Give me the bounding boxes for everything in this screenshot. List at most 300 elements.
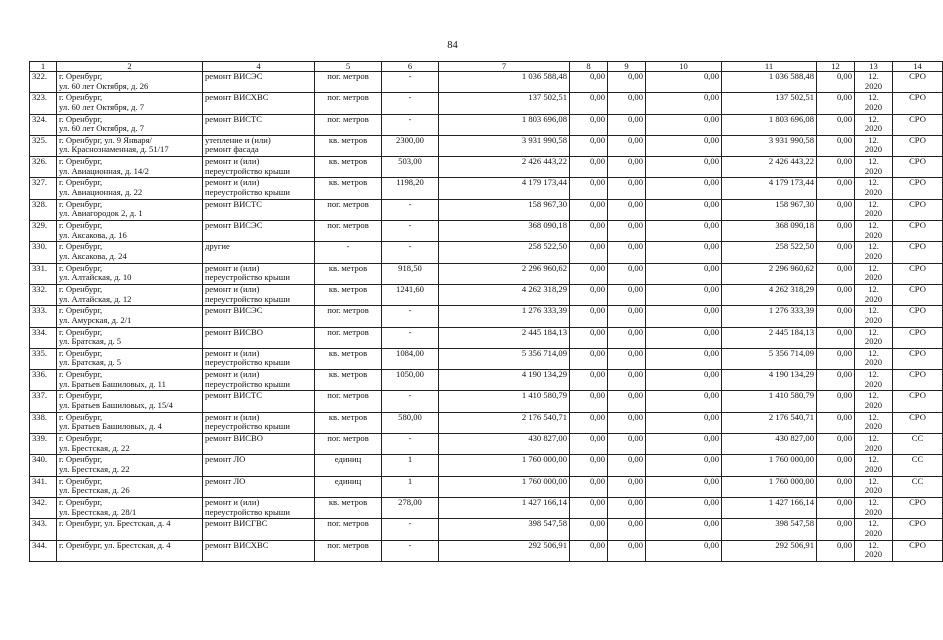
local-budget-cell: 0,00 (646, 476, 722, 497)
unit-cell: единиц (315, 455, 382, 476)
table-row (30, 434, 943, 455)
budget-cell: 0,00 (608, 412, 646, 433)
total-cost-cell: 398 547,58 (439, 519, 570, 540)
table-row (30, 476, 943, 497)
deadline-cell: 12. 2020 (855, 306, 893, 327)
address-cell: г. Оренбург, ул. Авиационная, д. 22 (57, 178, 203, 199)
work-type-cell: ремонт ВИСТС (203, 114, 315, 135)
owners-funds-cell: 2 445 184,13 (722, 327, 817, 348)
column-number-11: 11 (722, 62, 817, 72)
other-funds-cell: 0,00 (817, 135, 855, 156)
table-row (30, 114, 943, 135)
quantity-cell: - (382, 93, 439, 114)
other-funds-cell: 0,00 (817, 221, 855, 242)
column-number-6: 6 (382, 62, 439, 72)
local-budget-cell: 0,00 (646, 221, 722, 242)
table-row (30, 284, 943, 305)
unit-cell: пог. метров (315, 306, 382, 327)
address-cell: г. Оренбург, ул. Брестская, д. 4 (57, 519, 203, 540)
local-budget-cell: 0,00 (646, 455, 722, 476)
funding-method-cell: СРО (893, 519, 943, 540)
local-budget-cell: 0,00 (646, 348, 722, 369)
unit-cell: пог. метров (315, 327, 382, 348)
table-row (30, 497, 943, 518)
address-cell: г. Оренбург, ул. Брестская, д. 22 (57, 434, 203, 455)
fund-cell: 0,00 (570, 199, 608, 220)
address-cell: г. Оренбург, ул. Брестская, д. 22 (57, 455, 203, 476)
table-row (30, 93, 943, 114)
row-number: 324. (30, 114, 57, 135)
total-cost-cell: 1 036 588,48 (439, 72, 570, 93)
column-number-5: 5 (315, 62, 382, 72)
deadline-cell: 12. 2020 (855, 178, 893, 199)
budget-cell: 0,00 (608, 72, 646, 93)
owners-funds-cell: 2 296 960,62 (722, 263, 817, 284)
total-cost-cell: 430 827,00 (439, 434, 570, 455)
fund-cell: 0,00 (570, 540, 608, 561)
quantity-cell: - (382, 221, 439, 242)
unit-cell: кв. метров (315, 157, 382, 178)
fund-cell: 0,00 (570, 434, 608, 455)
column-number-13: 13 (855, 62, 893, 72)
budget-cell: 0,00 (608, 242, 646, 263)
work-type-cell: ремонт ВИСЭС (203, 306, 315, 327)
quantity-cell: 1 (382, 455, 439, 476)
address-cell: г. Оренбург, ул. Авиагородок 2, д. 1 (57, 199, 203, 220)
local-budget-cell: 0,00 (646, 284, 722, 305)
owners-funds-cell: 1 760 000,00 (722, 476, 817, 497)
table-row (30, 327, 943, 348)
fund-cell: 0,00 (570, 284, 608, 305)
row-number: 323. (30, 93, 57, 114)
column-number-8: 8 (570, 62, 608, 72)
budget-cell: 0,00 (608, 434, 646, 455)
total-cost-cell: 2 296 960,62 (439, 263, 570, 284)
work-type-cell: ремонт и (или) переустройство крыши (203, 497, 315, 518)
unit-cell: кв. метров (315, 370, 382, 391)
address-cell: г. Оренбург, ул. Амурская, д. 2/1 (57, 306, 203, 327)
quantity-cell: 918,50 (382, 263, 439, 284)
row-number: 322. (30, 72, 57, 93)
page-number: 84 (447, 40, 458, 51)
address-cell: г. Оренбург, ул. Братская, д. 5 (57, 348, 203, 369)
owners-funds-cell: 368 090,18 (722, 221, 817, 242)
quantity-cell: 278,00 (382, 497, 439, 518)
other-funds-cell: 0,00 (817, 497, 855, 518)
table-row (30, 540, 943, 561)
other-funds-cell: 0,00 (817, 93, 855, 114)
unit-cell: кв. метров (315, 135, 382, 156)
row-number: 330. (30, 242, 57, 263)
column-number-2: 2 (57, 62, 203, 72)
unit-cell: пог. метров (315, 221, 382, 242)
budget-cell: 0,00 (608, 497, 646, 518)
quantity-cell: - (382, 242, 439, 263)
total-cost-cell: 258 522,50 (439, 242, 570, 263)
table-row (30, 519, 943, 540)
local-budget-cell: 0,00 (646, 263, 722, 284)
deadline-cell: 12. 2020 (855, 263, 893, 284)
other-funds-cell: 0,00 (817, 306, 855, 327)
deadline-cell: 12. 2020 (855, 540, 893, 561)
address-cell: г. Оренбург, ул. 60 лет Октября, д. 26 (57, 72, 203, 93)
deadline-cell: 12. 2020 (855, 434, 893, 455)
quantity-cell: - (382, 306, 439, 327)
other-funds-cell: 0,00 (817, 455, 855, 476)
budget-cell: 0,00 (608, 476, 646, 497)
fund-cell: 0,00 (570, 370, 608, 391)
table-row (30, 455, 943, 476)
total-cost-cell: 137 502,51 (439, 93, 570, 114)
other-funds-cell: 0,00 (817, 263, 855, 284)
deadline-cell: 12. 2020 (855, 476, 893, 497)
quantity-cell: 1084,00 (382, 348, 439, 369)
fund-cell: 0,00 (570, 157, 608, 178)
local-budget-cell: 0,00 (646, 242, 722, 263)
other-funds-cell: 0,00 (817, 114, 855, 135)
table-row (30, 263, 943, 284)
budget-cell: 0,00 (608, 114, 646, 135)
total-cost-cell: 368 090,18 (439, 221, 570, 242)
other-funds-cell: 0,00 (817, 348, 855, 369)
row-number: 334. (30, 327, 57, 348)
fund-cell: 0,00 (570, 476, 608, 497)
table-row (30, 221, 943, 242)
row-number: 336. (30, 370, 57, 391)
quantity-cell: 2300,00 (382, 135, 439, 156)
local-budget-cell: 0,00 (646, 540, 722, 561)
row-number: 344. (30, 540, 57, 561)
owners-funds-cell: 1 276 333,39 (722, 306, 817, 327)
unit-cell: кв. метров (315, 178, 382, 199)
fund-cell: 0,00 (570, 242, 608, 263)
table-row (30, 242, 943, 263)
row-number: 331. (30, 263, 57, 284)
local-budget-cell: 0,00 (646, 306, 722, 327)
quantity-cell: - (382, 72, 439, 93)
funding-method-cell: СРО (893, 284, 943, 305)
owners-funds-cell: 2 426 443,22 (722, 157, 817, 178)
work-type-cell: ремонт ВИСВО (203, 434, 315, 455)
address-cell: г. Оренбург, ул. Брестская, д. 26 (57, 476, 203, 497)
address-cell: г. Оренбург, ул. Братьев Башиловых, д. 15/4 (57, 391, 203, 412)
deadline-cell: 12. 2020 (855, 348, 893, 369)
total-cost-cell: 2 445 184,13 (439, 327, 570, 348)
work-type-cell: ремонт и (или) переустройство крыши (203, 412, 315, 433)
fund-cell: 0,00 (570, 519, 608, 540)
funding-method-cell: СРО (893, 72, 943, 93)
total-cost-cell: 1 410 580,79 (439, 391, 570, 412)
table-row (30, 391, 943, 412)
total-cost-cell: 1 760 000,00 (439, 455, 570, 476)
quantity-cell: 1198,20 (382, 178, 439, 199)
total-cost-cell: 4 262 318,29 (439, 284, 570, 305)
total-cost-cell: 1 760 000,00 (439, 476, 570, 497)
funding-method-cell: СРО (893, 540, 943, 561)
address-cell: г. Оренбург, ул. 60 лет Октября, д. 7 (57, 114, 203, 135)
unit-cell: пог. метров (315, 540, 382, 561)
quantity-cell: - (382, 391, 439, 412)
deadline-cell: 12. 2020 (855, 93, 893, 114)
local-budget-cell: 0,00 (646, 497, 722, 518)
owners-funds-cell: 4 190 134,29 (722, 370, 817, 391)
local-budget-cell: 0,00 (646, 114, 722, 135)
other-funds-cell: 0,00 (817, 72, 855, 93)
quantity-cell: - (382, 327, 439, 348)
funding-method-cell: СРО (893, 348, 943, 369)
quantity-cell: - (382, 519, 439, 540)
budget-cell: 0,00 (608, 221, 646, 242)
address-cell: г. Оренбург, ул. Брестская, д. 4 (57, 540, 203, 561)
row-number: 333. (30, 306, 57, 327)
table-row (30, 157, 943, 178)
total-cost-cell: 4 179 173,44 (439, 178, 570, 199)
deadline-cell: 12. 2020 (855, 242, 893, 263)
address-cell: г. Оренбург, ул. 9 Января/ ул. Краснознаменная, д. 51/17 (57, 135, 203, 156)
other-funds-cell: 0,00 (817, 519, 855, 540)
budget-cell: 0,00 (608, 284, 646, 305)
work-type-cell: ремонт и (или) переустройство крыши (203, 178, 315, 199)
local-budget-cell: 0,00 (646, 72, 722, 93)
register-table (29, 61, 943, 562)
local-budget-cell: 0,00 (646, 370, 722, 391)
quantity-cell: 1 (382, 476, 439, 497)
fund-cell: 0,00 (570, 497, 608, 518)
fund-cell: 0,00 (570, 391, 608, 412)
row-number: 325. (30, 135, 57, 156)
work-type-cell: ремонт ВИСХВС (203, 93, 315, 114)
other-funds-cell: 0,00 (817, 157, 855, 178)
funding-method-cell: СРО (893, 157, 943, 178)
budget-cell: 0,00 (608, 540, 646, 561)
funding-method-cell: СРО (893, 497, 943, 518)
other-funds-cell: 0,00 (817, 391, 855, 412)
unit-cell: кв. метров (315, 412, 382, 433)
row-number: 327. (30, 178, 57, 199)
unit-cell: кв. метров (315, 348, 382, 369)
unit-cell: пог. метров (315, 72, 382, 93)
budget-cell: 0,00 (608, 370, 646, 391)
owners-funds-cell: 292 506,91 (722, 540, 817, 561)
row-number: 329. (30, 221, 57, 242)
total-cost-cell: 3 931 990,58 (439, 135, 570, 156)
budget-cell: 0,00 (608, 391, 646, 412)
total-cost-cell: 5 356 714,09 (439, 348, 570, 369)
address-cell: г. Оренбург, ул. Алтайская, д. 12 (57, 284, 203, 305)
total-cost-cell: 1 803 696,08 (439, 114, 570, 135)
work-type-cell: другие (203, 242, 315, 263)
work-type-cell: ремонт и (или) переустройство крыши (203, 284, 315, 305)
local-budget-cell: 0,00 (646, 327, 722, 348)
deadline-cell: 12. 2020 (855, 72, 893, 93)
column-number-12: 12 (817, 62, 855, 72)
unit-cell: - (315, 242, 382, 263)
work-type-cell: ремонт ЛО (203, 455, 315, 476)
quantity-cell: 1241,60 (382, 284, 439, 305)
funding-method-cell: СС (893, 476, 943, 497)
funding-method-cell: СРО (893, 93, 943, 114)
budget-cell: 0,00 (608, 348, 646, 369)
fund-cell: 0,00 (570, 455, 608, 476)
deadline-cell: 12. 2020 (855, 455, 893, 476)
budget-cell: 0,00 (608, 327, 646, 348)
unit-cell: кв. метров (315, 497, 382, 518)
address-cell: г. Оренбург, ул. Братьев Башиловых, д. 11 (57, 370, 203, 391)
row-number: 340. (30, 455, 57, 476)
total-cost-cell: 2 176 540,71 (439, 412, 570, 433)
address-cell: г. Оренбург, ул. Аксакова, д. 24 (57, 242, 203, 263)
fund-cell: 0,00 (570, 135, 608, 156)
row-number: 328. (30, 199, 57, 220)
local-budget-cell: 0,00 (646, 93, 722, 114)
deadline-cell: 12. 2020 (855, 391, 893, 412)
deadline-cell: 12. 2020 (855, 370, 893, 391)
owners-funds-cell: 5 356 714,09 (722, 348, 817, 369)
deadline-cell: 12. 2020 (855, 519, 893, 540)
unit-cell: кв. метров (315, 263, 382, 284)
owners-funds-cell: 2 176 540,71 (722, 412, 817, 433)
other-funds-cell: 0,00 (817, 327, 855, 348)
funding-method-cell: СРО (893, 327, 943, 348)
deadline-cell: 12. 2020 (855, 412, 893, 433)
row-number: 337. (30, 391, 57, 412)
funding-method-cell: СРО (893, 306, 943, 327)
fund-cell: 0,00 (570, 348, 608, 369)
fund-cell: 0,00 (570, 93, 608, 114)
address-cell: г. Оренбург, ул. Братская, д. 5 (57, 327, 203, 348)
funding-method-cell: СРО (893, 391, 943, 412)
work-type-cell: ремонт и (или) переустройство крыши (203, 370, 315, 391)
funding-method-cell: СРО (893, 135, 943, 156)
funding-method-cell: СРО (893, 242, 943, 263)
table-row (30, 72, 943, 93)
funding-method-cell: СС (893, 455, 943, 476)
funding-method-cell: СРО (893, 221, 943, 242)
owners-funds-cell: 4 262 318,29 (722, 284, 817, 305)
fund-cell: 0,00 (570, 306, 608, 327)
column-number-14: 14 (893, 62, 943, 72)
deadline-cell: 12. 2020 (855, 284, 893, 305)
table-row (30, 135, 943, 156)
deadline-cell: 12. 2020 (855, 327, 893, 348)
other-funds-cell: 0,00 (817, 476, 855, 497)
local-budget-cell: 0,00 (646, 519, 722, 540)
unit-cell: пог. метров (315, 519, 382, 540)
work-type-cell: ремонт ЛО (203, 476, 315, 497)
fund-cell: 0,00 (570, 412, 608, 433)
owners-funds-cell: 1 427 166,14 (722, 497, 817, 518)
total-cost-cell: 1 427 166,14 (439, 497, 570, 518)
total-cost-cell: 292 506,91 (439, 540, 570, 561)
funding-method-cell: СРО (893, 178, 943, 199)
total-cost-cell: 158 967,30 (439, 199, 570, 220)
unit-cell: пог. метров (315, 114, 382, 135)
unit-cell: пог. метров (315, 391, 382, 412)
column-number-4: 4 (203, 62, 315, 72)
funding-method-cell: СРО (893, 199, 943, 220)
local-budget-cell: 0,00 (646, 135, 722, 156)
address-cell: г. Оренбург, ул. Алтайская, д. 10 (57, 263, 203, 284)
budget-cell: 0,00 (608, 519, 646, 540)
deadline-cell: 12. 2020 (855, 221, 893, 242)
table-row (30, 370, 943, 391)
owners-funds-cell: 3 931 990,58 (722, 135, 817, 156)
table-row (30, 199, 943, 220)
other-funds-cell: 0,00 (817, 284, 855, 305)
row-number: 338. (30, 412, 57, 433)
fund-cell: 0,00 (570, 327, 608, 348)
local-budget-cell: 0,00 (646, 157, 722, 178)
row-number: 326. (30, 157, 57, 178)
work-type-cell: ремонт и (или) переустройство крыши (203, 157, 315, 178)
local-budget-cell: 0,00 (646, 199, 722, 220)
unit-cell: кв. метров (315, 284, 382, 305)
fund-cell: 0,00 (570, 178, 608, 199)
total-cost-cell: 2 426 443,22 (439, 157, 570, 178)
total-cost-cell: 1 276 333,39 (439, 306, 570, 327)
funding-method-cell: СРО (893, 114, 943, 135)
budget-cell: 0,00 (608, 157, 646, 178)
local-budget-cell: 0,00 (646, 178, 722, 199)
quantity-cell: - (382, 114, 439, 135)
work-type-cell: ремонт ВИСГВС (203, 519, 315, 540)
work-type-cell: утепление и (или) ремонт фасада (203, 135, 315, 156)
budget-cell: 0,00 (608, 306, 646, 327)
column-number-row (30, 62, 943, 72)
other-funds-cell: 0,00 (817, 370, 855, 391)
address-cell: г. Оренбург, ул. Авиационная, д. 14/2 (57, 157, 203, 178)
address-cell: г. Оренбург, ул. Аксакова, д. 16 (57, 221, 203, 242)
table-row (30, 178, 943, 199)
other-funds-cell: 0,00 (817, 242, 855, 263)
quantity-cell: 503,00 (382, 157, 439, 178)
owners-funds-cell: 1 410 580,79 (722, 391, 817, 412)
quantity-cell: 580,00 (382, 412, 439, 433)
quantity-cell: - (382, 199, 439, 220)
owners-funds-cell: 158 967,30 (722, 199, 817, 220)
row-number: 343. (30, 519, 57, 540)
deadline-cell: 12. 2020 (855, 157, 893, 178)
owners-funds-cell: 1 760 000,00 (722, 455, 817, 476)
budget-cell: 0,00 (608, 178, 646, 199)
local-budget-cell: 0,00 (646, 412, 722, 433)
other-funds-cell: 0,00 (817, 412, 855, 433)
column-number-10: 10 (646, 62, 722, 72)
unit-cell: пог. метров (315, 434, 382, 455)
row-number: 332. (30, 284, 57, 305)
deadline-cell: 12. 2020 (855, 114, 893, 135)
budget-cell: 0,00 (608, 263, 646, 284)
unit-cell: пог. метров (315, 93, 382, 114)
quantity-cell: - (382, 540, 439, 561)
owners-funds-cell: 430 827,00 (722, 434, 817, 455)
deadline-cell: 12. 2020 (855, 199, 893, 220)
deadline-cell: 12. 2020 (855, 135, 893, 156)
other-funds-cell: 0,00 (817, 540, 855, 561)
unit-cell: единиц (315, 476, 382, 497)
other-funds-cell: 0,00 (817, 434, 855, 455)
column-number-1: 1 (30, 62, 57, 72)
fund-cell: 0,00 (570, 72, 608, 93)
unit-cell: пог. метров (315, 199, 382, 220)
column-number-7: 7 (439, 62, 570, 72)
work-type-cell: ремонт ВИСЭС (203, 72, 315, 93)
column-number-9: 9 (608, 62, 646, 72)
work-type-cell: ремонт и (или) переустройство крыши (203, 263, 315, 284)
table-row (30, 348, 943, 369)
fund-cell: 0,00 (570, 263, 608, 284)
work-type-cell: ремонт ВИСВО (203, 327, 315, 348)
